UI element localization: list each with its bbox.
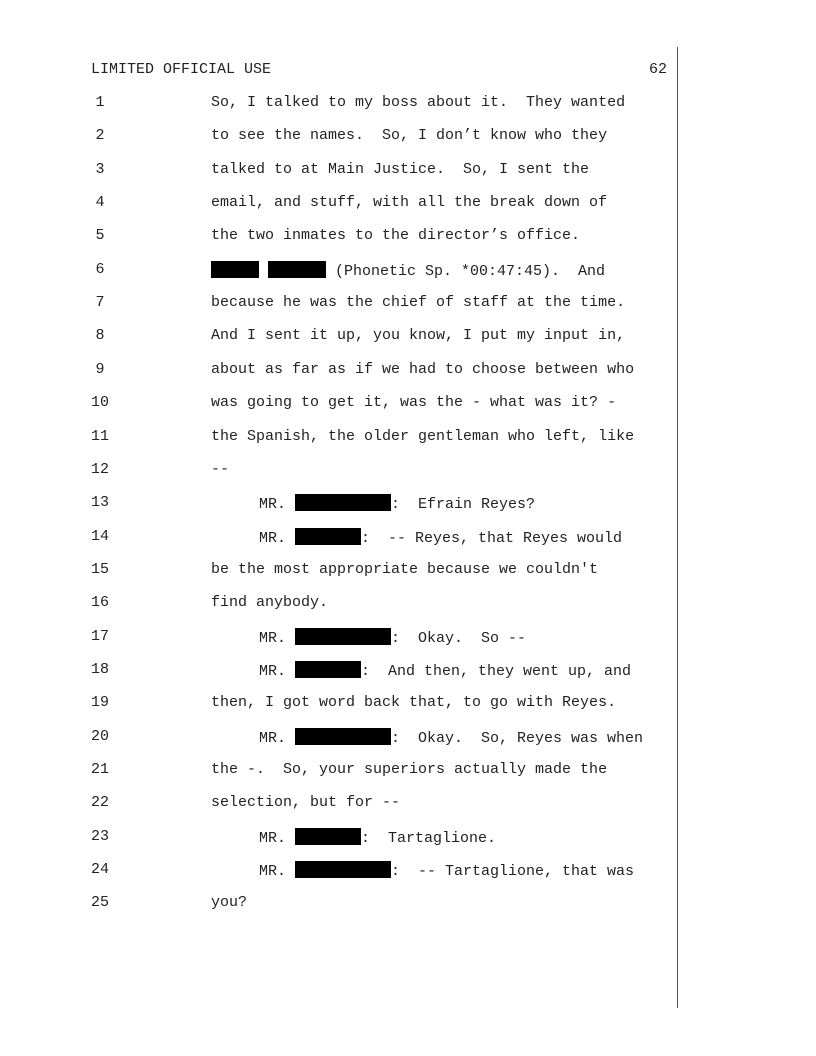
line-text-segment: So, I talked to my boss about it. They wanted	[211, 94, 626, 111]
line-text-segment: then, I got word back that, to go with Reyes.	[211, 694, 617, 711]
redaction-box	[268, 261, 326, 278]
line-text-segment: the -. So, your superiors actually made the	[211, 761, 608, 778]
line-number: 16	[90, 594, 109, 611]
redaction-box	[295, 494, 391, 511]
line-text-segment: MR.	[259, 830, 296, 847]
line-text-segment: talked to at Main Justice. So, I sent the	[211, 161, 590, 178]
line-text-segment: was going to get it, was the - what was it? -	[211, 394, 617, 411]
transcript-line	[211, 794, 400, 812]
transcript-line	[259, 861, 634, 881]
transcript-line	[211, 694, 616, 712]
right-margin-rule	[677, 47, 678, 1008]
line-text-segment: to see the names. So, I don’t know who they	[211, 127, 608, 144]
line-number: 1	[95, 94, 105, 111]
transcript-line	[211, 394, 616, 412]
line-text-segment: about as far as if we had to choose between who	[211, 361, 635, 378]
line-text-segment: MR.	[259, 863, 296, 880]
transcript-line	[259, 494, 535, 514]
line-number: 6	[95, 261, 105, 278]
classification-header: LIMITED OFFICIAL USE	[91, 61, 272, 78]
redaction-box	[295, 828, 361, 845]
line-number: 18	[90, 661, 109, 678]
line-number: 11	[90, 428, 109, 445]
line-number: 2	[95, 127, 105, 144]
line-number: 19	[90, 694, 109, 711]
redaction-box	[295, 628, 391, 645]
transcript-line	[259, 628, 526, 648]
transcript-line	[259, 661, 631, 681]
redaction-box	[295, 661, 361, 678]
line-text-segment: (Phonetic Sp. *00:47:45). And	[326, 263, 606, 280]
line-text-segment: find anybody.	[211, 594, 329, 611]
transcript-line	[211, 561, 598, 579]
transcript-line	[211, 894, 247, 912]
line-number: 15	[90, 561, 109, 578]
line-text-segment: the Spanish, the older gentleman who left, like	[211, 428, 635, 445]
line-number: 8	[95, 327, 105, 344]
transcript-line	[259, 728, 643, 748]
line-number: 3	[95, 161, 105, 178]
line-number: 7	[95, 294, 105, 311]
redaction-box	[295, 728, 391, 745]
line-text-segment: MR.	[259, 663, 296, 680]
line-text-segment: And I sent it up, you know, I put my input in,	[211, 327, 626, 344]
line-text-segment: : And then, they went up, and	[361, 663, 632, 680]
transcript-line	[211, 227, 580, 245]
line-text-segment: MR.	[259, 630, 296, 647]
line-number: 9	[95, 361, 105, 378]
line-text-segment: email, and stuff, with all the break down of	[211, 194, 608, 211]
line-number: 23	[90, 828, 109, 845]
line-number: 12	[90, 461, 109, 478]
line-text-segment: MR.	[259, 530, 296, 547]
transcript-line	[211, 461, 229, 479]
line-text-segment: MR.	[259, 730, 296, 747]
line-text-segment: be the most appropriate because we couldn't	[211, 561, 599, 578]
redaction-box	[295, 861, 391, 878]
redaction-box	[211, 261, 259, 278]
transcript-line	[211, 294, 625, 312]
transcript-line	[211, 594, 328, 612]
transcript-line	[211, 327, 625, 345]
line-number: 4	[95, 194, 105, 211]
line-text-segment: : Tartaglione.	[361, 830, 497, 847]
transcript-line	[211, 94, 625, 112]
line-number: 13	[90, 494, 109, 511]
line-number: 25	[90, 894, 109, 911]
line-text-segment: : -- Tartaglione, that was	[391, 863, 635, 880]
line-text-segment: MR.	[259, 496, 296, 513]
line-number: 14	[90, 528, 109, 545]
line-text-segment: selection, but for --	[211, 794, 401, 811]
transcript-line	[211, 127, 607, 145]
line-number: 17	[90, 628, 109, 645]
line-number: 20	[90, 728, 109, 745]
line-text-segment: the two inmates to the director’s office.	[211, 227, 581, 244]
line-text-segment: --	[211, 461, 230, 478]
transcript-line	[211, 361, 634, 379]
line-text-segment: because he was the chief of staff at the time.	[211, 294, 626, 311]
line-text-segment: : -- Reyes, that Reyes would	[361, 530, 623, 547]
line-number: 24	[90, 861, 109, 878]
line-text-segment: : Okay. So, Reyes was when	[391, 730, 644, 747]
page-number: 62	[648, 61, 667, 78]
line-number: 10	[90, 394, 109, 411]
line-text-segment	[259, 263, 268, 280]
transcript-line	[259, 528, 622, 548]
transcript-line	[211, 428, 634, 446]
line-text-segment: : Efrain Reyes?	[391, 496, 536, 513]
transcript-line	[259, 828, 496, 848]
line-number: 21	[90, 761, 109, 778]
line-number: 22	[90, 794, 109, 811]
transcript-line	[211, 261, 605, 281]
transcript-line	[211, 161, 589, 179]
line-number: 5	[95, 227, 105, 244]
line-text-segment: you?	[211, 894, 248, 911]
line-text-segment: : Okay. So --	[391, 630, 527, 647]
redaction-box	[295, 528, 361, 545]
transcript-line	[211, 194, 607, 212]
transcript-line	[211, 761, 607, 779]
